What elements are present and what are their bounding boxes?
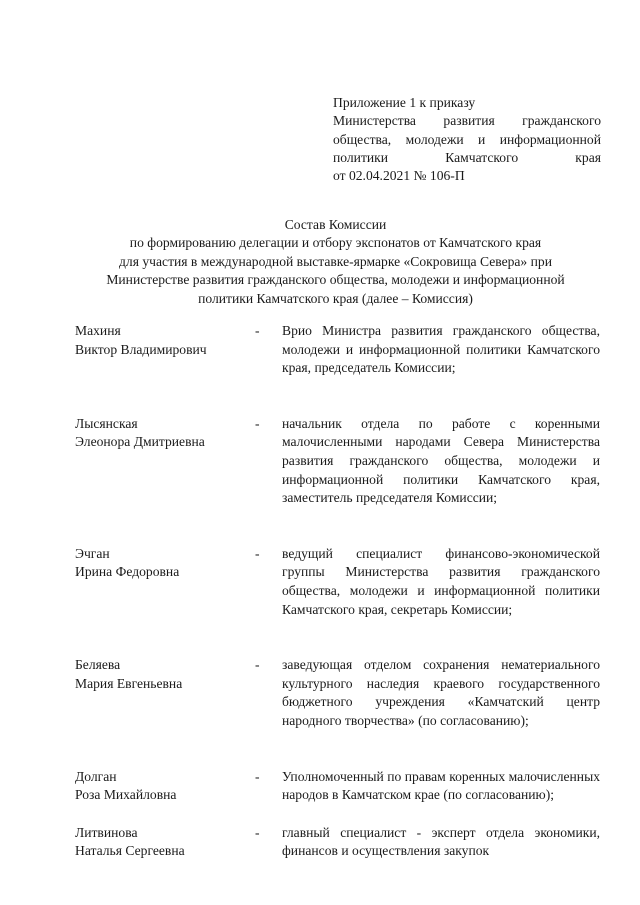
member-name: [75, 656, 250, 693]
member-role: Уполномоченный по правам коренных малочисленных народов в Камчатском крае (по согласованию);: [282, 768, 600, 803]
member-dash: -: [255, 415, 260, 431]
title-line: Состав Комиссии: [284, 217, 387, 232]
member-name: [75, 545, 250, 582]
member-surname: Махиня: [75, 323, 121, 338]
member-given-name: Мария Евгеньевна: [75, 675, 183, 691]
member-role: главный специалист - эксперт отдела экономики, финансов и осуществления закупок: [282, 824, 600, 859]
header-line: Приложение 1 к приказу: [333, 95, 476, 110]
member-name: [75, 322, 250, 359]
member-entry: [75, 322, 605, 378]
header-line: политики Камчатского края: [333, 149, 601, 165]
member-dash: -: [255, 545, 260, 561]
title-line: для участия в международной выставке-ярмарке «Сокровища Севера» при: [119, 253, 552, 269]
member-dash: -: [255, 323, 260, 338]
member-given-name: Элеонора Дмитриевна: [75, 434, 205, 450]
member-dash: -: [255, 768, 260, 784]
header-line: от 02.04.2021 № 106-П: [333, 168, 465, 184]
order-appendix-header: [333, 94, 601, 185]
member-surname: Эчган: [75, 545, 110, 561]
member-surname: Долган: [75, 768, 117, 784]
member-given-name: Виктор Владимирович: [75, 341, 207, 357]
member-surname: Лысянская: [75, 415, 138, 431]
header-line: Министерства развития гражданского: [333, 113, 601, 129]
member-entry: [75, 768, 605, 805]
member-entry: [75, 656, 605, 730]
commission-member-list: [75, 322, 605, 861]
member-surname: Литвинова: [75, 824, 138, 840]
title-line: политики Камчатского края (далее – Комиссия): [198, 290, 473, 306]
member-role: заведующая отделом сохранения нематериального культурного наследия краевого государственного бюджетного учреждения «Камчатский центр народного творчества» (по согласованию);: [282, 657, 600, 728]
member-name: [75, 824, 250, 861]
member-role: начальник отдела по работе с коренными малочисленными народами Севера Министерства развития гражданского общества, молодежи и информационной политики Камчатского края, заместитель председателя Комиссии;: [282, 415, 600, 506]
member-role: Врио Министра развития гражданского общества, молодежи и информационной политики Камчатского края, председатель Комиссии;: [282, 323, 600, 376]
member-given-name: Ирина Федоровна: [75, 564, 180, 580]
member-entry: [75, 415, 605, 508]
member-given-name: Роза Михайловна: [75, 787, 177, 803]
member-name: [75, 768, 250, 805]
member-surname: Беляева: [75, 657, 121, 673]
document-title: [58, 216, 613, 308]
title-line: Министерстве развития гражданского общества, молодежи и информационной: [106, 272, 565, 288]
member-entry: [75, 824, 605, 861]
member-dash: -: [255, 657, 260, 673]
member-role: ведущий специалист финансово-экономической группы Министерства развития гражданского общества, молодежи и информационной политики Камчатского края, секретарь Комиссии;: [282, 545, 600, 617]
member-name: [75, 415, 250, 452]
title-line: по формированию делегации и отбору экспонатов от Камчатского края: [129, 235, 542, 251]
header-line: общества, молодежи и информационной: [333, 131, 601, 147]
member-entry: [75, 545, 605, 619]
member-dash: -: [255, 824, 260, 840]
member-given-name: Наталья Сергеевна: [75, 843, 185, 859]
